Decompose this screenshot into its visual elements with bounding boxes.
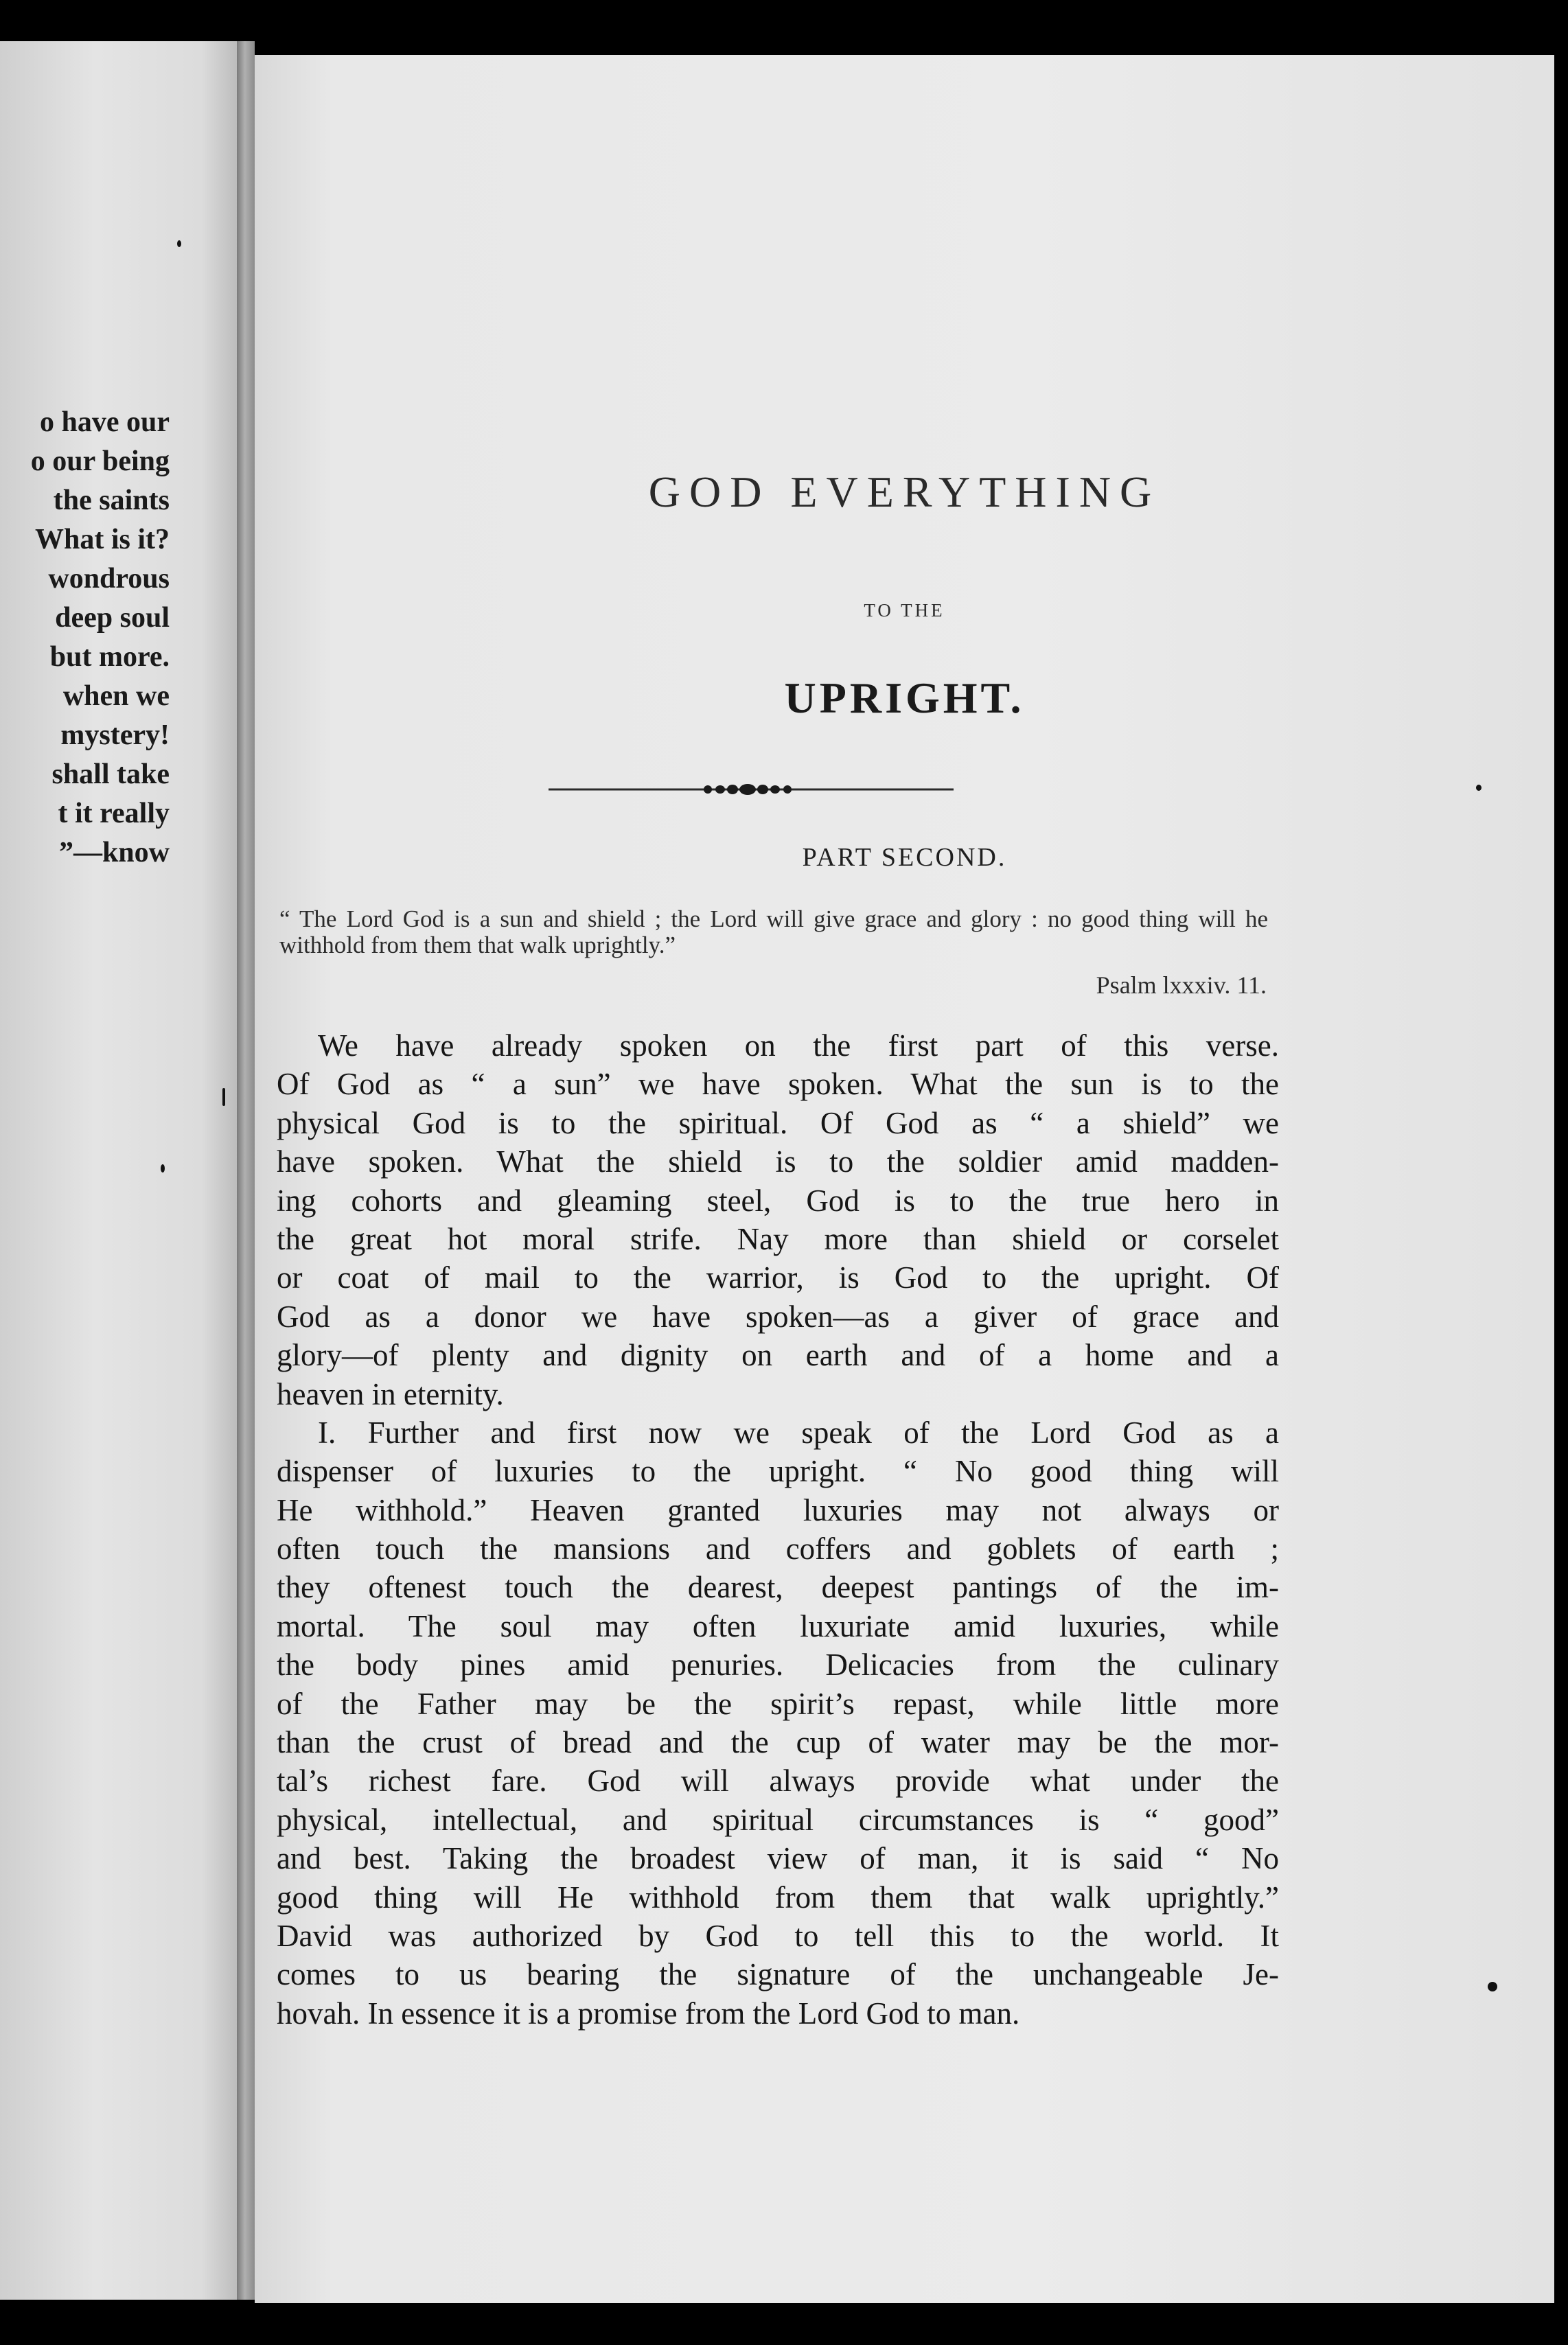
epigraph-reference: Psalm lxxxiv. 11. [1096,971,1267,999]
page-title: GOD EVERYTHING [648,467,1161,516]
previous-page-line: deep soul [55,602,170,634]
previous-page-line: o have our [40,406,170,438]
previous-page-line: wondrous [48,563,170,594]
text-line: the great hot moral strife. Nay more than shield or corselet [277,1221,1279,1256]
text-line: God as a donor we have spoken—as a giver of grace and [277,1299,1279,1334]
previous-page-line: o our being [30,446,170,477]
text-line: than the crust of bread and the cup of water may be the mor- [277,1725,1279,1760]
epigraph-quote: “ The Lord God is a sun and shield ; the Lord will give grace and glory : no good thing will he withhold from them that walk uprightly.” [279,905,1268,958]
text-line: physical God is to the spiritual. Of God as “ a shield” we [277,1105,1279,1140]
text-line: dispenser of luxuries to the upright. “ No good thing will [277,1454,1279,1489]
previous-page-line: shall take [51,759,170,790]
text-line: glory—of plenty and dignity on earth and of a home and a [277,1338,1279,1373]
previous-page-line: mystery! [60,719,170,751]
previous-page-line: but more. [49,641,170,673]
current-page [255,55,1554,2303]
text-line: We have already spoken on the first part of this verse. [318,1028,1279,1063]
text-line: ing cohorts and gleaming steel, God is to the true hero in [277,1183,1279,1218]
part-heading: PART SECOND. [802,843,1007,872]
text-line: Of God as “ a sun” we have spoken. What the sun is to the [277,1067,1279,1102]
text-line: physical, intellectual, and spiritual circumstances is “ good” [277,1802,1279,1837]
ink-speck [1488,1982,1497,1991]
text-line: they oftenest touch the dearest, deepest pantings of the im- [277,1570,1279,1605]
text-line: of the Father may be the spirit’s repast, while little more [277,1686,1279,1721]
title-connector: TO THE [864,600,945,621]
text-line: often touch the mansions and coffers and goblets of earth ; [277,1532,1279,1567]
body-text [277,1026,1279,2033]
ornamental-rule [549,769,954,810]
page-gutter [237,41,255,2300]
page-subtitle: UPRIGHT. [784,673,1025,722]
text-line: the body pines amid penuries. Delicacies from the culinary [277,1648,1279,1683]
ink-speck [1476,785,1481,791]
text-line: David was authorized by God to tell this to the world. It [277,1918,1279,1953]
text-line: heaven in eternity. [277,1376,504,1411]
text-line: comes to us bearing the signature of the unchangeable Je- [277,1957,1279,1992]
ink-speck [177,240,181,247]
text-line: He withhold.” Heaven granted luxuries may not always or [277,1492,1279,1527]
text-line: tal’s richest fare. God will always provide what under the [277,1764,1279,1799]
ink-speck [161,1164,165,1172]
previous-page-line: when we [62,680,170,712]
previous-page-text [0,403,170,873]
previous-page-fragment [0,41,237,2300]
text-line: hovah. In essence it is a promise from the Lord God to man. [277,1996,1020,2031]
previous-page-line: the saints [53,485,170,516]
text-line: and best. Taking the broadest view of man, it is said “ No [277,1841,1279,1876]
previous-page-line: t it really [58,798,170,829]
previous-page-line: What is it? [34,524,170,555]
text-line: I. Further and first now we speak of the Lord God as a [318,1415,1279,1450]
previous-page-line: ”—know [58,837,170,868]
text-line: or coat of mail to the warrior, is God to the upright. Of [277,1260,1279,1295]
text-line: mortal. The soul may often luxuriate amid luxuries, while [277,1608,1279,1643]
text-line: have spoken. What the shield is to the soldier amid madden- [277,1144,1279,1179]
ink-speck [222,1088,225,1106]
text-line: good thing will He withhold from them that walk uprightly.” [277,1880,1279,1915]
